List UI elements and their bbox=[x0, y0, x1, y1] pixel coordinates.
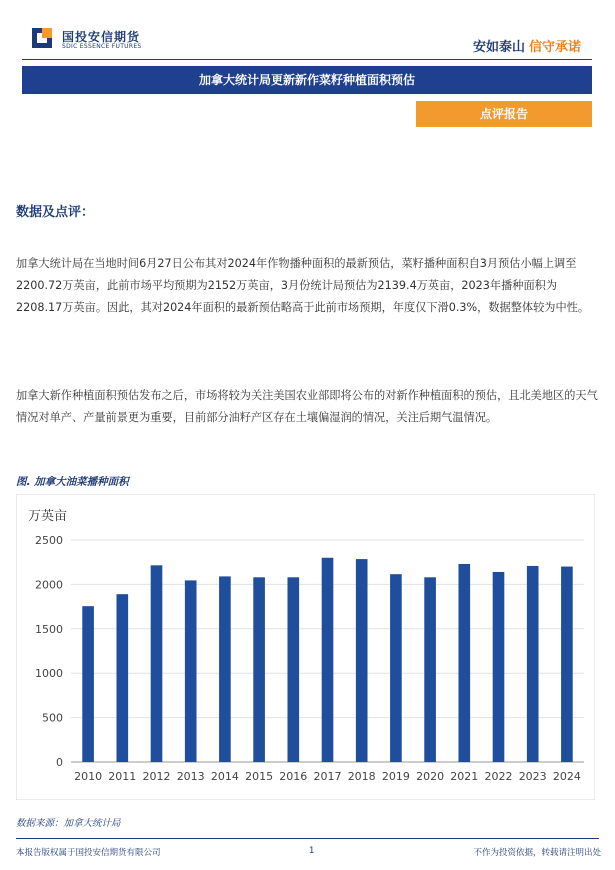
y-tick-label: 1000 bbox=[35, 667, 63, 681]
bar-2023 bbox=[527, 566, 539, 762]
bar-2010 bbox=[82, 606, 94, 762]
logo-name-cn: 国投安信期货 bbox=[62, 30, 141, 44]
page-number: 1 bbox=[309, 846, 315, 856]
y-tick-label: 2000 bbox=[35, 578, 63, 592]
x-tick-label: 2023 bbox=[518, 770, 547, 783]
y-axis-label: 万英亩 bbox=[28, 509, 68, 524]
bar-2018 bbox=[356, 559, 368, 762]
canola-area-chart bbox=[16, 494, 595, 800]
footer-disclaimer: 不作为投资依据，转载请注明出处 bbox=[473, 848, 601, 858]
header-divider bbox=[22, 59, 592, 60]
figure-caption: 图. 加拿大油菜播种面积 bbox=[16, 476, 129, 488]
footer-divider bbox=[16, 838, 599, 839]
x-tick-label: 2014 bbox=[210, 770, 239, 783]
x-tick-label: 2015 bbox=[245, 770, 274, 783]
bar-2012 bbox=[151, 565, 163, 762]
y-tick-label: 0 bbox=[56, 756, 63, 769]
y-tick-label: 500 bbox=[42, 711, 63, 725]
y-tick-label: 1500 bbox=[35, 622, 63, 636]
x-tick-label: 2022 bbox=[484, 770, 513, 783]
x-tick-label: 2024 bbox=[552, 770, 581, 783]
bar-2024 bbox=[561, 567, 573, 762]
report-title: 加拿大统计局更新新作菜籽种植面积预估 bbox=[22, 66, 592, 94]
x-tick-label: 2013 bbox=[176, 770, 205, 783]
bar-2013 bbox=[185, 580, 197, 762]
y-tick-label: 2500 bbox=[35, 534, 63, 547]
slogan-part2: 信守承诺 bbox=[528, 40, 581, 55]
bar-2014 bbox=[219, 576, 231, 762]
bar-2019 bbox=[390, 574, 402, 762]
x-tick-label: 2016 bbox=[279, 770, 308, 783]
x-tick-label: 2019 bbox=[381, 770, 410, 783]
bar-2016 bbox=[287, 577, 299, 762]
bar-2011 bbox=[116, 594, 128, 762]
report-type-badge: 点评报告 bbox=[416, 101, 592, 127]
footer-copyright: 本报告版权属于国投安信期货有限公司 bbox=[16, 848, 161, 858]
x-tick-label: 2012 bbox=[142, 770, 171, 783]
bar-2015 bbox=[253, 577, 265, 762]
slogan-part1: 安如泰山 bbox=[472, 40, 525, 55]
bar-2021 bbox=[458, 564, 470, 762]
bar-2017 bbox=[322, 558, 334, 762]
data-source: 数据来源：加拿大统计局 bbox=[16, 818, 121, 829]
x-tick-label: 2020 bbox=[416, 770, 445, 783]
bar-2022 bbox=[493, 572, 505, 762]
paragraph-2: 加拿大新作种植面积预估发布之后，市场将较为关注美国农业部即将公布的对新作种植面积的预估，且北美地区的天气情况对单产、产量前景更为重要，目前部分油籽产区存在土壤偏湿润的情况，关注后期气温情况。 bbox=[16, 389, 598, 424]
x-tick-label: 2017 bbox=[313, 770, 342, 783]
slogan bbox=[473, 36, 581, 55]
x-tick-label: 2018 bbox=[347, 770, 376, 783]
logo-name-en: SDIC ESSENCE FUTURES bbox=[62, 43, 142, 50]
x-tick-label: 2010 bbox=[74, 770, 103, 783]
paragraph-1: 加拿大统计局在当地时间6月27日公布其对2024年作物播种面积的最新预估，菜籽播种面积自3月预估小幅上调至2200.72万英亩，此前市场平均预期为2152万英亩，3月份统计局预估为2139.4万英亩，2023年播种面积为2208.17万英亩。因此，其对2024年面积的最新预估略高于此前市场预期，年度仅下滑0.3%，数据整体较为中性。 bbox=[16, 257, 590, 314]
section-heading: 数据及点评： bbox=[16, 205, 95, 220]
company-logo bbox=[28, 26, 178, 54]
x-tick-label: 2011 bbox=[108, 770, 137, 783]
logo-mark-icon bbox=[32, 28, 52, 48]
bar-2020 bbox=[424, 577, 436, 762]
x-tick-label: 2021 bbox=[450, 770, 479, 783]
